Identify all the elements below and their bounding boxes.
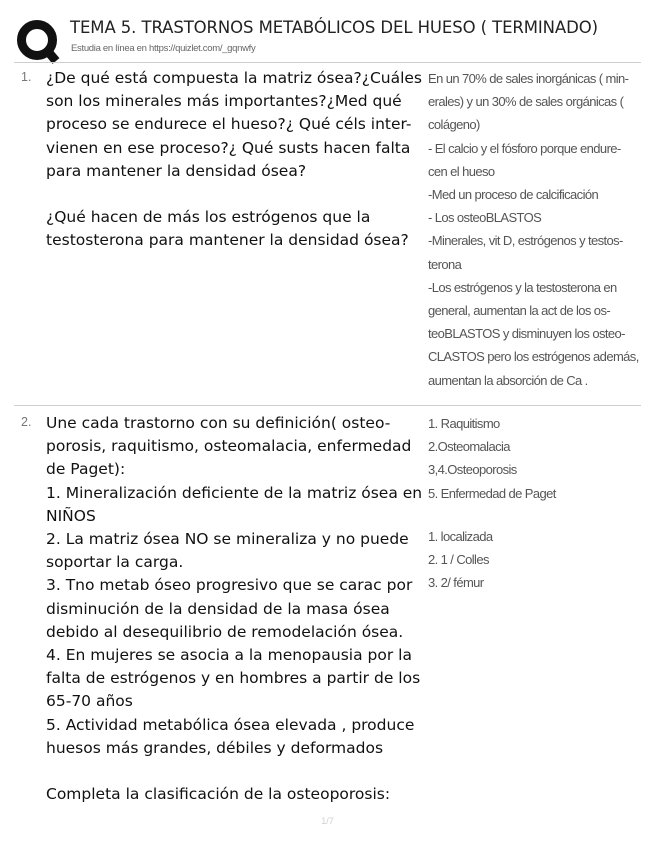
question-line: ¿Qué hacen de más los estrógenos que la xyxy=(46,208,371,227)
question-line: son los minerales más importantes?¿Med qué xyxy=(46,92,402,111)
answer-line: 3. 2/ fémur xyxy=(428,575,484,591)
answer-line: - Los osteoBLASTOS xyxy=(428,210,542,226)
answer-line: erales) y un 30% de sales orgánicas ( xyxy=(428,94,624,110)
question-line: vienen en ese proceso?¿ Qué susts hacen falta xyxy=(46,138,411,157)
answer-line: general, aumentan la act de los os- xyxy=(428,303,611,319)
page-header xyxy=(16,14,646,60)
page-number: 1/7 xyxy=(321,816,334,826)
divider xyxy=(14,405,641,406)
item-number: 2. xyxy=(21,415,32,429)
question-line: proceso se endurece el hueso?¿ Qué céls inter- xyxy=(46,115,412,134)
answer-line: CLASTOS pero los estrógenos además, xyxy=(428,349,639,365)
answer-line: colágeno) xyxy=(428,117,480,133)
answer-line: -Med un proceso de calcificación xyxy=(428,187,599,203)
question-line: Completa la clasificación de la osteoporosis: xyxy=(46,785,391,804)
answer-line: - El calcio y el fósforo porque endure- xyxy=(428,140,621,156)
spacer xyxy=(46,760,428,783)
item-number: 1. xyxy=(21,70,32,84)
quizlet-logo xyxy=(16,20,60,64)
question-line: NIÑOS xyxy=(46,506,96,525)
question-line: 65-70 años xyxy=(46,692,133,711)
answer-line: teoBLASTOS y disminuyen los osteo- xyxy=(428,326,625,342)
question-line: 3. Tno metab óseo progresivo que se carac por xyxy=(46,576,413,595)
answer-line: 1. Raquitismo xyxy=(428,416,500,431)
answer-line: -Los estrógenos y la testosterona en xyxy=(428,279,617,295)
question-line: de Paget): xyxy=(46,460,126,479)
question-line: 4. En mujeres se asocia a la menopausia por la xyxy=(46,646,412,665)
spacer xyxy=(46,183,428,206)
question-line: 5. Actividad metabólica ósea elevada , produce xyxy=(46,715,415,734)
answer-line: 2. 1 / Colles xyxy=(428,552,489,568)
answer-line: 5. Enfermedad de Paget xyxy=(428,485,556,501)
answer-line: aumentan la absorción de Ca . xyxy=(428,372,588,388)
question-line: soportar la carga. xyxy=(46,553,184,572)
question-line: 1. Mineralización deficiente de la matriz ósea en xyxy=(46,483,423,502)
answer-line: -Minerales, vit D, estrógenos y testos- xyxy=(428,233,623,249)
answer-line: terona xyxy=(428,256,462,272)
question-line: falta de estrógenos y en hombres a partir de los xyxy=(46,669,421,688)
question-line: ¿De qué está compuesta la matriz ósea?¿Cuáles xyxy=(46,69,423,87)
question-line: huesos más grandes, débiles y deformados xyxy=(46,738,384,757)
page-subtitle: Estudia en línea en https://quizlet.com/_gqnwfy xyxy=(71,43,256,54)
question-line: debido al desequilibrio de remodelación ósea. xyxy=(46,622,404,641)
answer-line: En un 70% de sales inorgánicas ( min- xyxy=(428,71,629,86)
answer-line: 1. localizada xyxy=(428,528,493,544)
question-2 xyxy=(46,412,428,806)
page-title: TEMA 5. TRASTORNOS METABÓLICOS DEL HUESO ( TERMINADO) xyxy=(70,18,598,37)
answer-2 xyxy=(428,412,648,594)
question-line: Une cada trastorno con su definición( osteo- xyxy=(46,414,391,432)
answer-line: 2.Osteomalacia xyxy=(428,439,510,455)
question-line: 2. La matriz ósea NO se mineraliza y no puede xyxy=(46,530,409,549)
answer-1 xyxy=(428,67,648,392)
answer-line: cen el hueso xyxy=(428,163,495,179)
spacer xyxy=(428,505,648,525)
question-line: disminución de la densidad de la masa ósea xyxy=(46,599,390,618)
answer-line: 3,4.Osteoporosis xyxy=(428,462,517,478)
question-line: testosterona para mantener la densidad ósea? xyxy=(46,231,409,250)
question-line: porosis, raquitismo, osteomalacia, enfermedad xyxy=(46,437,412,456)
question-1 xyxy=(46,67,428,252)
divider xyxy=(14,62,641,63)
question-line: para mantener la densidad ósea? xyxy=(46,161,307,180)
